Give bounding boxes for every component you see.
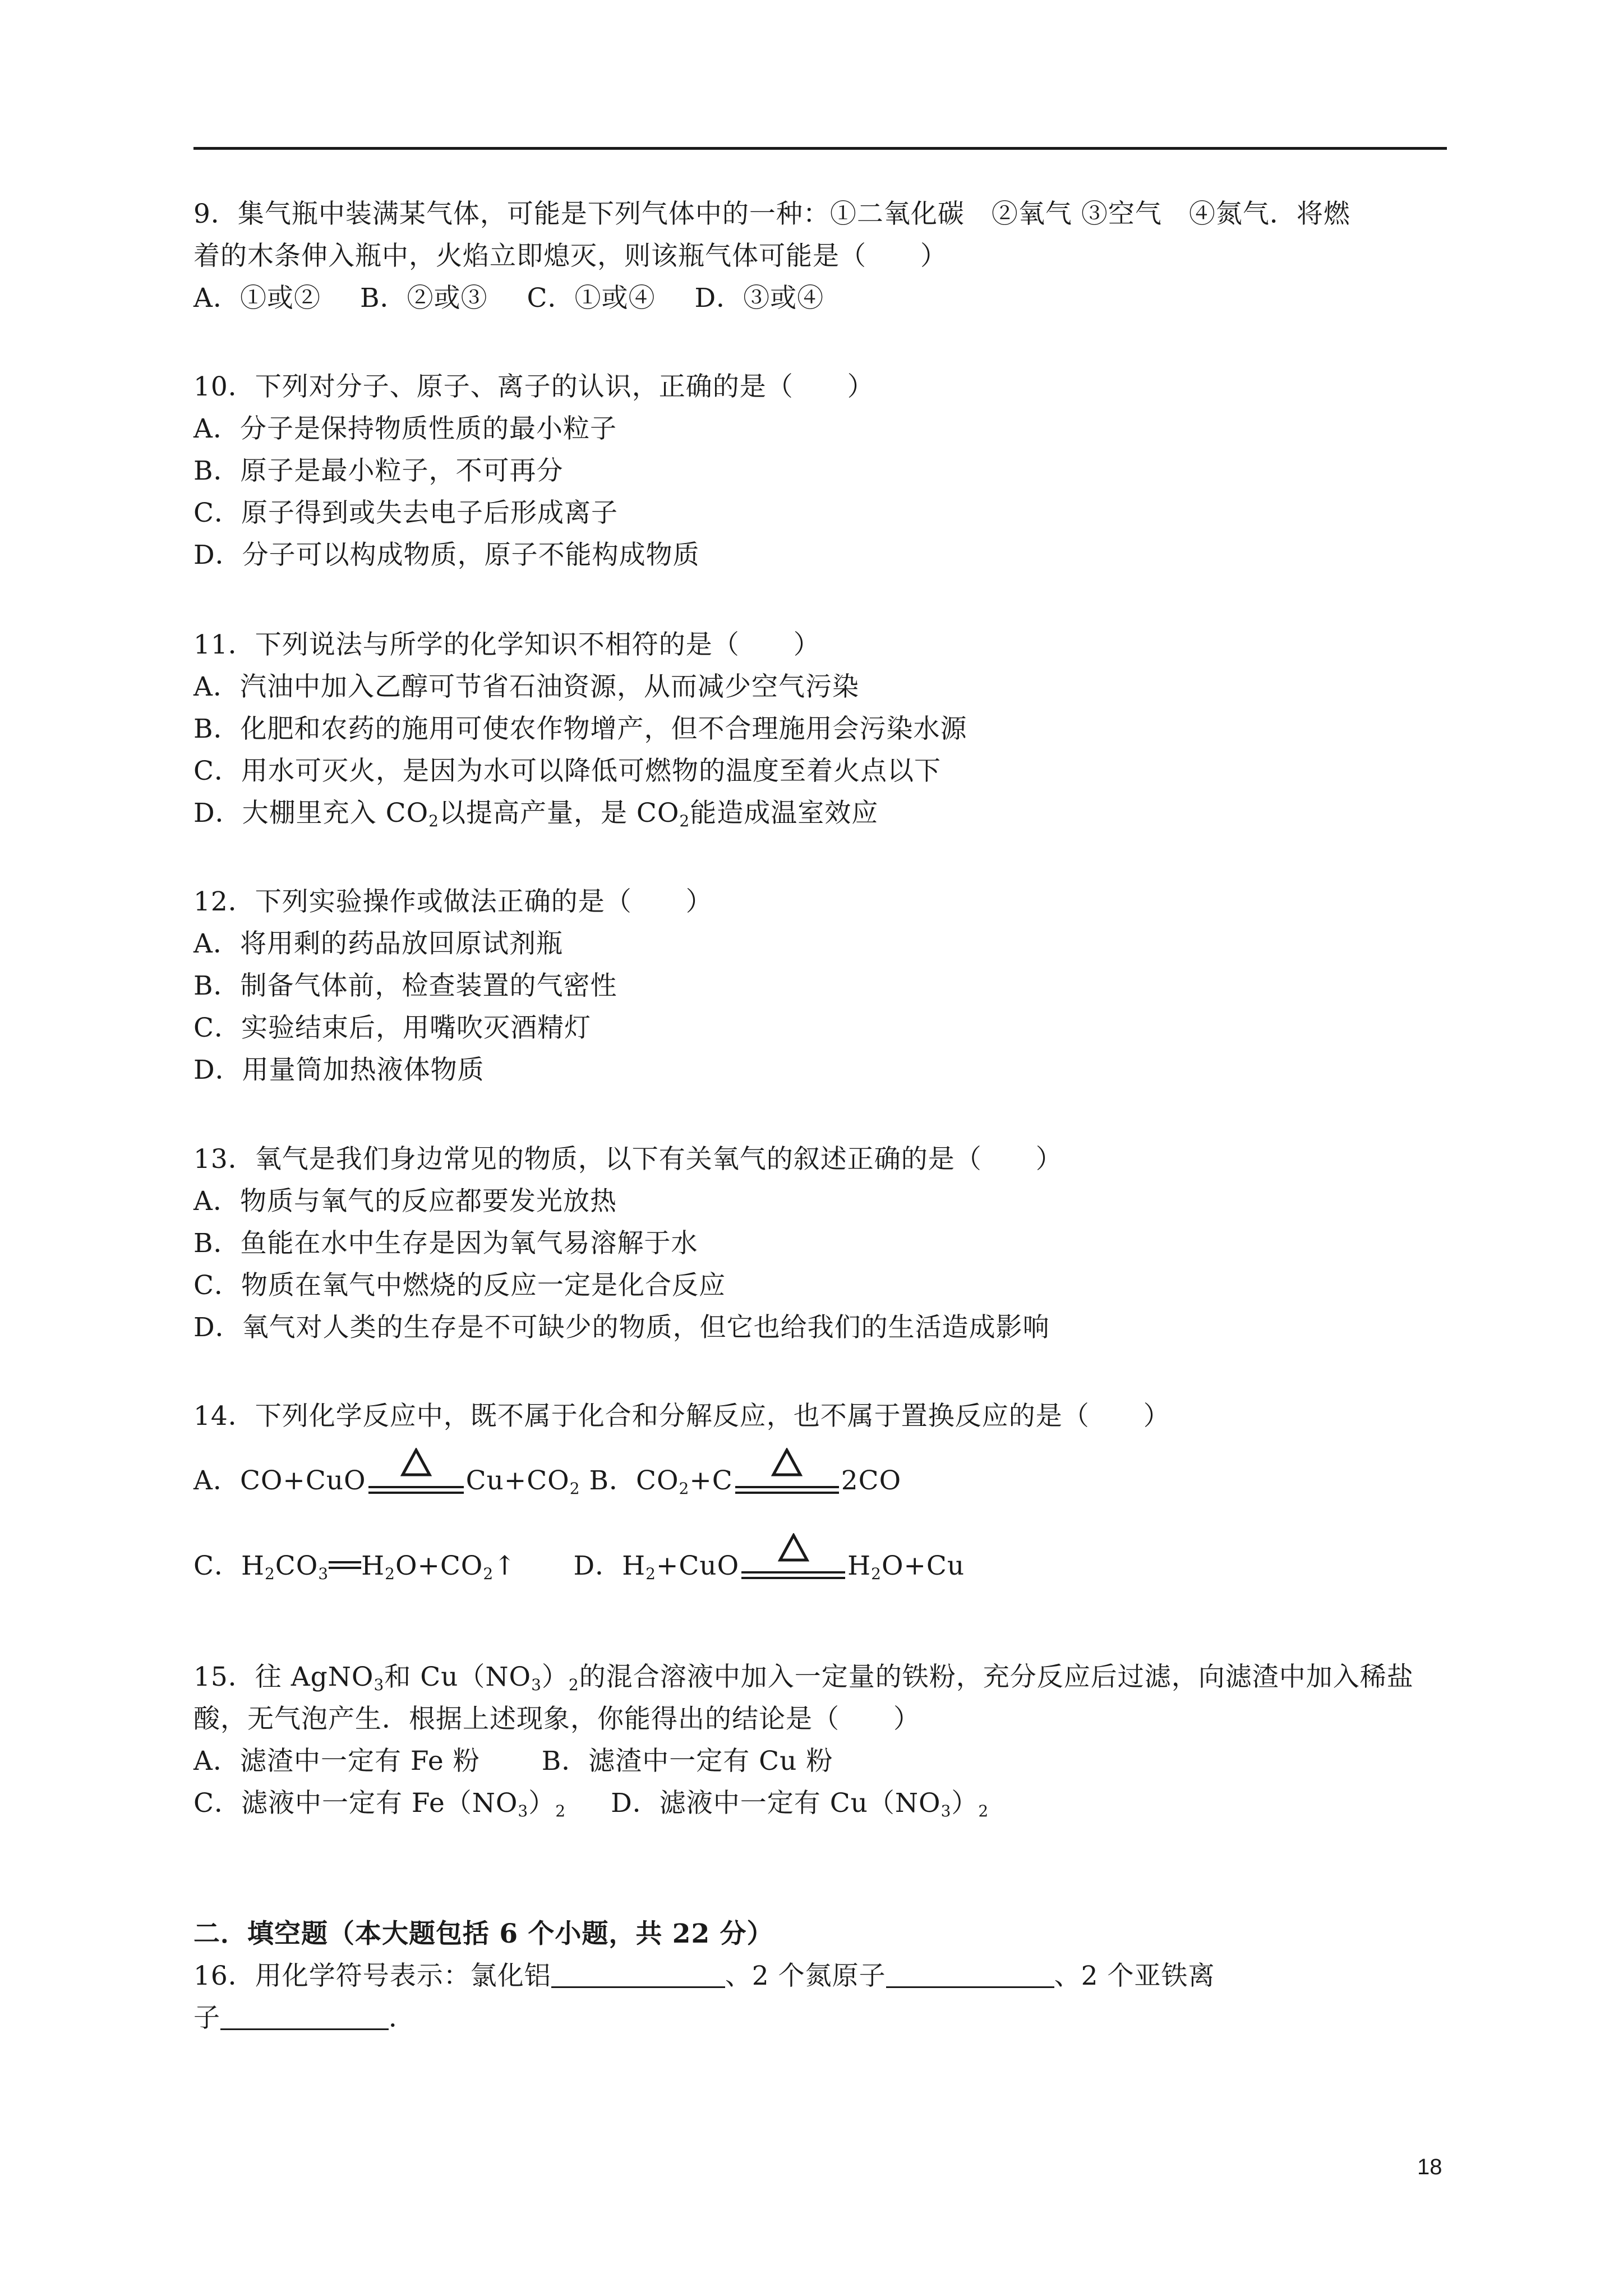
q14-option-a: A．CO+CuO $Cu+CO_2$ — [193, 1465, 580, 1496]
q9-option-d: D．③或④ — [694, 283, 824, 314]
q10-option-a: A．分子是保持物质性质的最小粒子 — [193, 413, 617, 444]
q9-option-c: C．①或④ — [527, 283, 656, 314]
q10-option-c: C．原子得到或失去电子后形成离子 — [193, 498, 618, 528]
q10-stem: 10．下列对分子、原子、离子的认识，正确的是（ ） — [193, 371, 874, 402]
answer-blank[interactable] — [886, 1962, 1054, 1988]
q13-option-c: C．物质在氧气中燃烧的反应一定是化合反应 — [193, 1270, 726, 1301]
gas-arrow-icon: ↑ — [494, 1550, 517, 1581]
page-number: 18 — [1417, 2155, 1442, 2179]
q13-stem: 13．氧气是我们身边常见的物质，以下有关氧气的叙述正确的是（ ） — [193, 1144, 1063, 1175]
q15-option-a: A．滤渣中一定有 Fe 粉 — [193, 1746, 480, 1777]
equals-sign — [329, 1561, 361, 1572]
q14-option-d: D．$H_2+CuO$ $H_2O+Cu$ — [573, 1550, 965, 1581]
header-rule — [193, 147, 1447, 150]
answer-blank[interactable] — [220, 2004, 389, 2030]
q15-line2: 酸，无气泡产生．根据上述现象，你能得出的结论是（ ） — [193, 1704, 920, 1734]
delta-icon — [778, 1533, 809, 1562]
q11-option-a: A．汽油中加入乙醇可节省石油资源，从而减少空气污染 — [193, 671, 859, 702]
q15-options-cd — [193, 1787, 989, 1820]
q12-option-d: D．用量筒加热液体物质 — [193, 1055, 485, 1085]
heating-equals-sign — [368, 1483, 464, 1494]
q10-option-d: D．分子可以构成物质，原子不能构成物质 — [193, 540, 700, 570]
q11-stem: 11．下列说法与所学的化学知识不相符的是（ ） — [193, 629, 820, 660]
q16-line1: 16．用化学符号表示：氯化铝 、2 个氮原子 、2 个亚铁离 — [193, 1961, 1215, 1991]
q14-options-ab — [193, 1464, 901, 1498]
heating-equals-sign — [735, 1483, 839, 1494]
q13-option-b: B．鱼能在水中生存是因为氧气易溶解于水 — [193, 1228, 698, 1259]
q10-option-b: B．原子是最小粒子，不可再分 — [193, 455, 564, 486]
q9-line2: 着的木条伸入瓶中，火焰立即熄灭，则该瓶气体可能是（ ） — [193, 241, 947, 272]
q15-option-c: C．滤液中一定有 $Fe(NO_3)_2$ — [193, 1788, 566, 1820]
q12-option-b: B．制备气体前，检查装置的气密性 — [193, 970, 617, 1001]
q12-option-c: C．实验结束后，用嘴吹灭酒精灯 — [193, 1013, 591, 1043]
q9-options — [193, 282, 824, 315]
delta-icon — [400, 1448, 432, 1477]
q11-option-d: D．大棚里充入 $CO_2$以提高产量，是 $CO_2$能造成温室效应 — [193, 798, 879, 830]
q12-stem: 12．下列实验操作或做法正确的是（ ） — [193, 886, 713, 917]
q15-option-d: D．滤液中一定有 $Cu(NO_3)_2$ — [611, 1788, 989, 1820]
q14-stem: 14．下列化学反应中，既不属于化合和分解反应，也不属于置换反应的是（ ） — [193, 1401, 1170, 1432]
q9-option-b: B．②或③ — [359, 283, 488, 314]
q13-option-d: D．氧气对人类的生存是不可缺少的物质，但它也给我们的生活造成影响 — [193, 1312, 1050, 1343]
q14-option-c: C．$H_2CO_3$ $H_2O+CO_2↑$ — [193, 1550, 517, 1583]
q11-option-c: C．用水可灭火，是因为水可以降低可燃物的温度至着火点以下 — [193, 756, 941, 786]
q16-line2: 子 ． — [193, 2003, 416, 2033]
q14-option-b: B．$CO_2+C$ 2CO — [589, 1465, 901, 1496]
q11-option-b: B．化肥和农药的施用可使农作物增产，但不合理施用会污染水源 — [193, 714, 967, 744]
heating-equals-sign — [741, 1568, 845, 1579]
q15-line1: 15．往 AgNO$_3$和 $Cu(NO_3)_2$的混合溶液中加入一定量的铁粉，充分反应后过滤，向滤渣中加入稀盐 — [193, 1662, 1414, 1694]
q15-options-ab — [193, 1745, 833, 1778]
q15-option-b: B．滤渣中一定有 Cu 粉 — [541, 1746, 833, 1777]
section-heading: 二．填空题（本大题包括 6 个小题，共 22 分） — [193, 1918, 774, 1949]
q13-option-a: A．物质与氧气的反应都要发光放热 — [193, 1186, 617, 1217]
q9-option-a: A．①或② — [193, 283, 321, 314]
q9-line1: 9．集气瓶中装满某气体，可能是下列气体中的一种：①二氧化碳 ②氧气 ③空气 ④氮气．将燃 — [193, 199, 1350, 229]
q12-option-a: A．将用剩的药品放回原试剂瓶 — [193, 928, 563, 959]
answer-blank[interactable] — [551, 1962, 725, 1988]
delta-icon — [771, 1448, 803, 1477]
q14-options-cd — [193, 1549, 965, 1583]
